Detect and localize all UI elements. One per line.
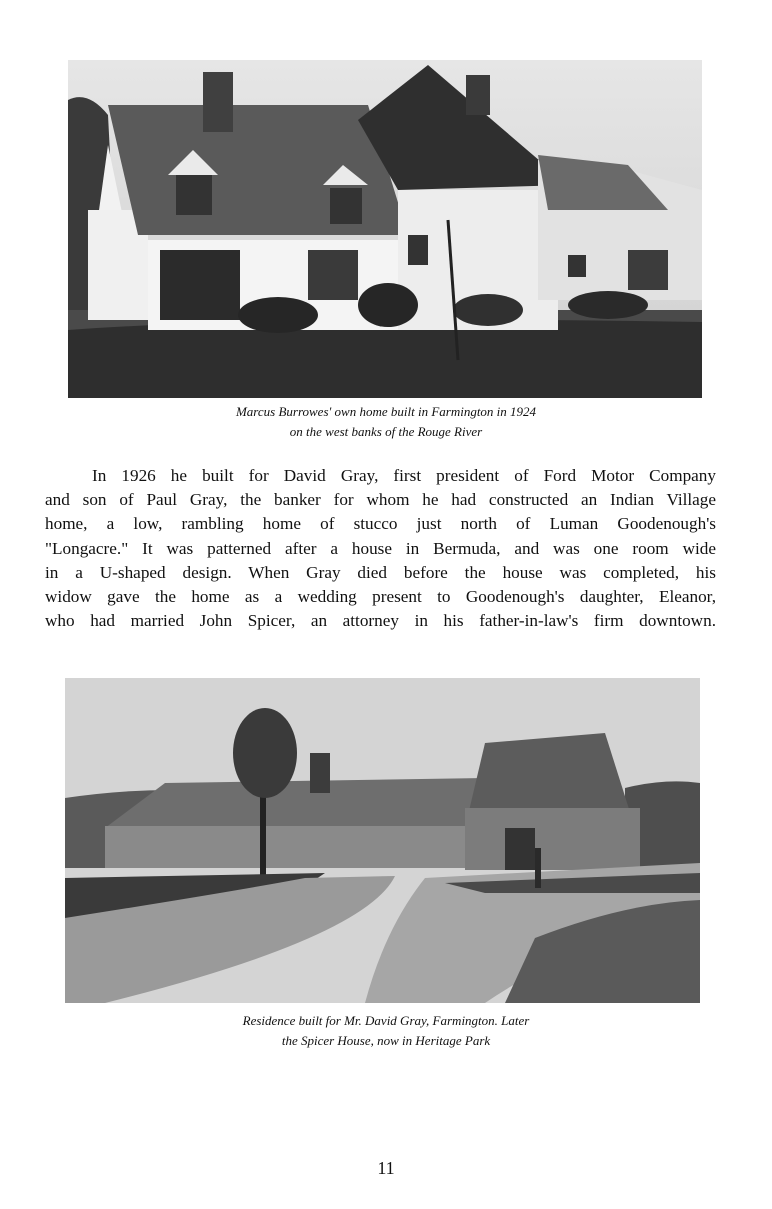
caption-line: on the west banks of the Rouge River — [289, 424, 483, 439]
paragraph-line: home, a low, rambling home of stucco just north of Luman Goodenough's — [45, 514, 716, 534]
paragraph-line: widow gave the home as a wedding present to Goodenough's daughter, Eleanor, — [45, 587, 716, 607]
page-number: 11 — [377, 1158, 395, 1178]
paragraph-line: In 1926 he built for David Gray, first president of Ford Motor Company — [92, 466, 716, 485]
body-paragraph — [45, 464, 716, 633]
photo-gray-residence — [65, 678, 700, 1003]
caption-line: Residence built for Mr. David Gray, Farmington. Later — [242, 1013, 530, 1028]
paragraph-line: who had married John Spicer, an attorney in his father-in-law's firm downtown. — [45, 611, 716, 631]
photo-caption — [0, 1011, 772, 1051]
paragraph-line: in a U-shaped design. When Gray died before the house was completed, his — [45, 562, 716, 582]
caption-line: Marcus Burrowes' own home built in Farmington in 1924 — [235, 404, 537, 419]
photo-burrowes-home — [68, 60, 702, 398]
photo-caption — [0, 402, 772, 442]
caption-line: the Spicer House, now in Heritage Park — [281, 1033, 491, 1048]
paragraph-line: "Longacre." It was patterned after a house in Bermuda, and was one room wide — [45, 538, 716, 558]
paragraph-line: and son of Paul Gray, the banker for whom he had constructed an Indian Village — [45, 490, 716, 510]
